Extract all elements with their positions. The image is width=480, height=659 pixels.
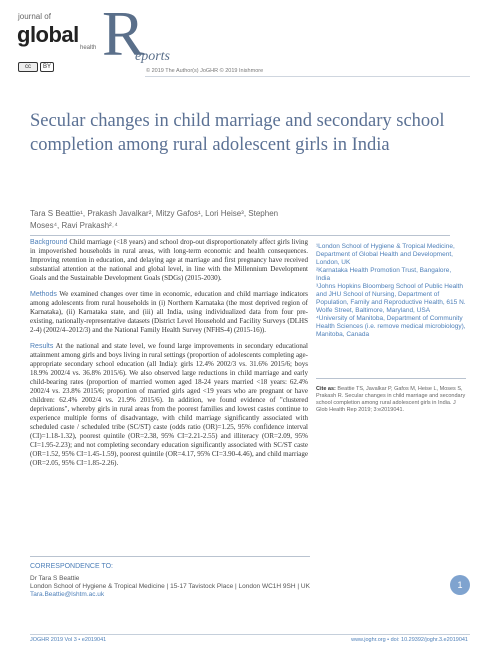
affiliation-item: ²Karnataka Health Promotion Trust, Bangalore, India (316, 267, 452, 282)
authors-divider (30, 235, 450, 236)
logo-health: health (80, 45, 97, 51)
affiliation-item: ³Johns Hopkins Bloomberg School of Public Health and JHU School of Nursing, Department of Population, Family and Reproductive Health, 615 N. Wolfe Street, Baltimore, Maryland, USA (316, 283, 466, 314)
affiliation-item: ¹London School of Hygiene & Tropical Medicine, Department of Global Health and Development, London, UK (316, 243, 455, 266)
cite-as (316, 386, 466, 414)
correspondence-name: Dr Tara S Beattie (30, 575, 80, 582)
affiliations (316, 243, 466, 339)
background-label: Background (30, 239, 68, 246)
by-license-icon[interactable]: BY (40, 62, 54, 72)
footer-doi-link[interactable]: www.joghr.org • doi: 10.29392/joghr.3.e2019041 (351, 637, 468, 643)
logo-R: R (102, 0, 145, 69)
cite-text: Beattie TS, Javalkar P, Gafos M, Heise L, Moses S, Prakash R. Secular changes in child marriage and secondary school completion among rural adolescent girls in India. J Glob Health Rep 2019; 3:e2019041. (316, 386, 466, 413)
author-list: Tara S Beattie¹, Prakash Javalkar², Mitzy Gafos¹, Lori Heise³, Stephen Moses⁴, Ravi Prakash²˒⁴ (30, 209, 279, 230)
abstract-results (30, 342, 308, 468)
footer-journal-info: JOGHR 2019 Vol 3 • e2019041 (30, 637, 107, 643)
correspondence (30, 556, 310, 599)
abstract-methods (30, 290, 308, 335)
correspondence-address: London School of Hygiene & Tropical Medicine | 15-17 Tavistock Place | London WC1H 9SH | UK (30, 583, 310, 590)
abstract (30, 238, 308, 475)
footer-divider (30, 634, 470, 635)
article-title: Secular changes in child marriage and secondary school completion among rural adolescent girls in India (30, 111, 445, 155)
logo-eports: eports (135, 49, 170, 64)
page-number-badge: 1 (450, 575, 470, 595)
affiliation-item: ⁴University of Manitoba, Department of Community Health Sciences (i.e. remove medical microbiology), Manitoba, Canada (316, 315, 466, 338)
correspondence-divider (30, 556, 310, 557)
cite-label: Cite as: (316, 386, 336, 392)
logo-global: global (17, 22, 79, 47)
cite-divider (316, 378, 466, 379)
correspondence-email[interactable]: Tara.Beattie@lshtm.ac.uk (30, 591, 105, 598)
background-text: Child marriage (<18 years) and school drop-out disproportionately affect girls living in impoverished households in rural areas, with long-term economic and health consequences. Improving retention in education, and delaying age at marriage and first pregnancy have received substantial attention at the national and global level, in line with the Millennium Development Goals and the Sustainable Development Goals (SDGs) (2015-2030). (30, 238, 308, 282)
methods-text: We examined changes over time in economic, education and child marriage indicators among adolescents from rural households in (i) Northern Karnataka (the most deprived region of Karnataka), (ii) Karnataka state, and (iii) all India, using individualized data from four pre-existing, nationally-representative datasets (District Level Household and Facility Surveys (DLHS 2-4) (2002/4–2012/3) and the National Family Health Survey (NFHS-4) (2015-16)). (30, 290, 309, 334)
header-divider (145, 76, 470, 77)
methods-label: Methods (30, 291, 57, 298)
copyright-text: © 2019 The Author(s) JoGHR © 2019 Inishmore (146, 68, 264, 74)
results-label: Results (30, 343, 54, 350)
logo-journal-of: journal of (18, 12, 51, 21)
cc-license-icon[interactable]: cc (18, 62, 38, 72)
abstract-background (30, 238, 308, 283)
results-text: At the national and state level, we found large improvements in secondary educational attainment among girls and boys living in rural settings (proportion of adolescents completing age-appropriate secondary school education (all India): girls 12.4% 2002/3 vs. 31.6% 2015/6; boys 18.9% 2002/4 vs. 36.8% 2015/6). We also observed large reductions in child marriage and early child-bearing rates (proportion of married women aged 18-24 years married <18 years: 62.4% 2002/4 vs. 23.8% 2015/6; proportion of married girls aged <19 years who are pregnant or have children: 62.4% 2002/4 vs. 21.9% 2015/6). In addition, we found evidence of "clustered deprivations", whereby girls in rural areas from the poorest families and lowest castes continue to experience multiple forms of disadvantage, with child marriage significantly associated with scheduled caste / scheduled tribe (SC/ST) caste (odds ratio (OR)=1.25, 95% confidence interval (CI)=1.18-1.32), poorest quintile (OR=2.38, 95% CI=2.21-2.55) and illiteracy (OR=2.09, 95% CI=1.95-2.23); and not completing secondary education significantly associated with SC/ST caste (OR=1.52, 95% CI=1.45-1.59), poorest quintile (OR=4.17, 95% CI=3.90-4.46), and child marriage (OR=2.05, 95% CI=1.85-2.26). (30, 342, 308, 467)
correspondence-heading: CORRESPONDENCE TO: (30, 563, 113, 570)
